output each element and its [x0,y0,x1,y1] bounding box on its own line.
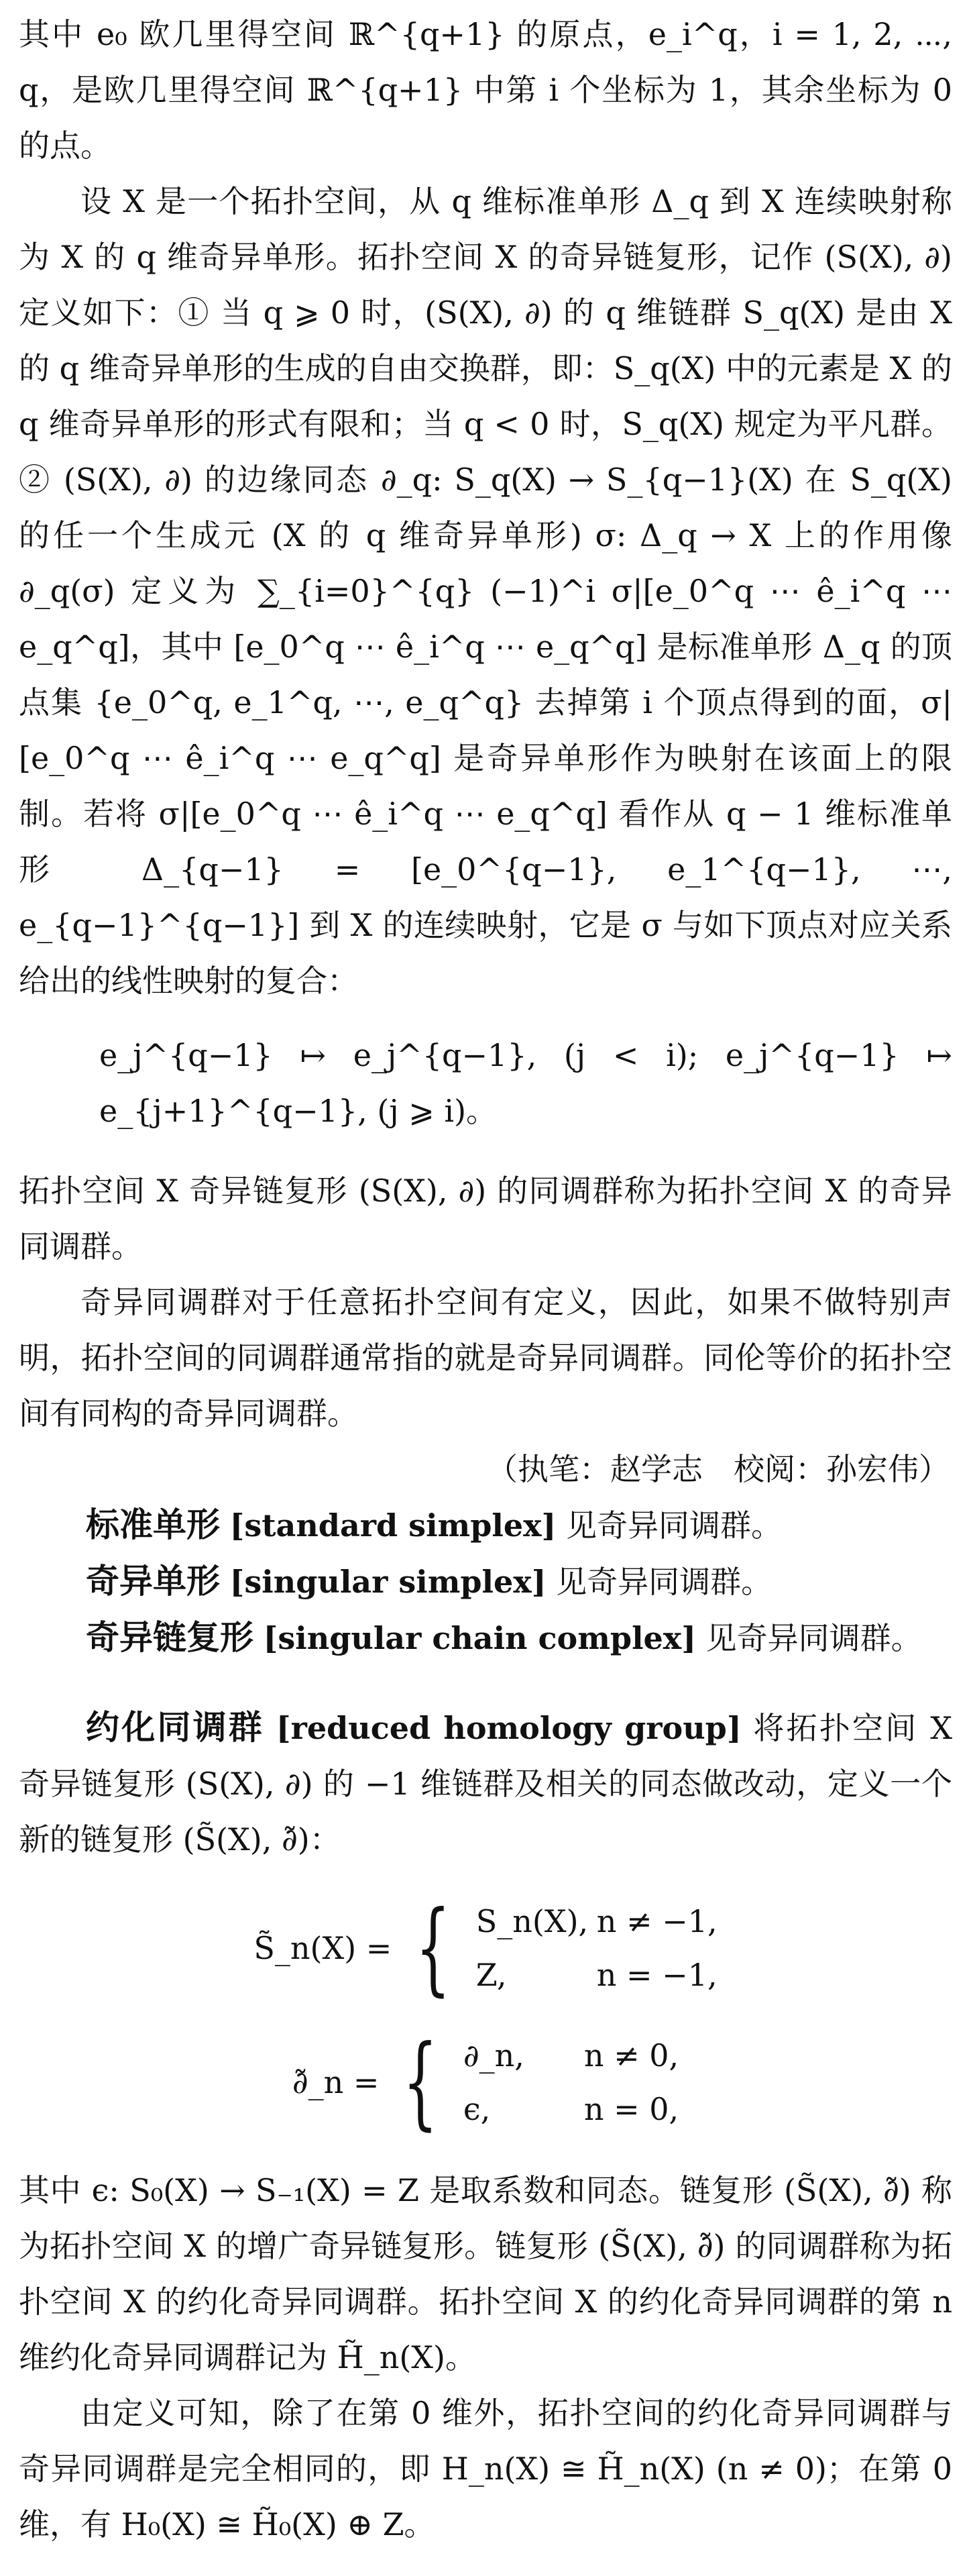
boundary-lhs: ∂̃_n = [292,2063,380,2100]
paragraph-origin: 其中 e₀ 欧几里得空间 ℝ^{q+1} 的原点，e_i^q，i = 1, 2, ⋯, q，是欧几里得空间 ℝ^{q+1} 中第 i 个坐标为 1，其余坐标为 0 的点。 [19,16,952,164]
entry-singular-simplex [86,1554,952,1610]
entry-see: 见奇异同调群。 [556,1564,773,1600]
entry-singular-chain-complex [19,1610,952,1666]
cases-rows [463,2029,679,2136]
entry-english: [reduced homology group] [276,1710,742,1746]
entry-see: 见奇异同调群。 [705,1620,922,1656]
augmented-chain-group-definition [19,1890,952,2006]
entry-standard-simplex [86,1497,952,1554]
entry-title: 标准单形 [86,1505,220,1544]
entry-intro: 将拓扑空间 X 奇异链复形 (S(X), ∂) 的 −1 维链群及相关的同态做改动，定义一个新的链复形 (S̃(X), ∂̃)： [19,1710,952,1858]
entry-see: 见奇异同调群。 [565,1507,782,1544]
paragraph-augmented-complex: 其中 ϵ: S₀(X) → S₋₁(X) = Z 是取系数和同态。链复形 (S̃(X), ∂̃) 称为拓扑空间 X 的增广奇异链复形。链复形 (S̃(X), ∂̃) 的同调群称为拓扑空间 X 的约化奇异同调群。拓扑空间 X 的约化奇异同调群的第 n 维约化奇异同调群记为 H̃_n(X)。 [19,2172,952,2375]
augmented-boundary-definition [19,2024,952,2141]
cases-rows [476,1894,718,2002]
entry-title: 奇异单形 [86,1562,220,1601]
case-condition: n = 0, [583,2091,679,2127]
paragraph-remark: 奇异同调群对于任意拓扑空间有定义，因此，如果不做特别声明，拓扑空间的同调群通常指的就是奇异同调群。同伦等价的拓扑空间有同构的奇异同调群。 [19,1284,952,1432]
case-expression: S_n(X), [475,1903,589,1939]
case-condition: n = −1, [596,1957,718,1993]
case-expression: ∂_n, [463,2037,524,2074]
entry-reduced-homology-group [19,1700,952,1868]
case-row [463,2082,679,2136]
case-row [476,1894,718,1948]
chain-group-lhs: S̃_n(X) = [253,1929,392,1966]
author-signature: （执笔：赵学志 校阅：孙宏伟） [487,1451,950,1487]
paragraph-singular-chain-complex: 设 X 是一个拓扑空间，从 q 维标准单形 Δ_q 到 X 连续映射称为 X 的 q 维奇异单形。拓扑空间 X 的奇异链复形，记作 (S(X), ∂) 定义如下：① 当 q ⩾ 0 时，(S(X), ∂) 的 q 维链群 S_q(X) 是由 X 的 q 维奇异单形的生成的自由交换群，即：S_q(X) 中的元素是 X 的 q 维奇异单形的形式有限和；当 q < 0 时，S_q(X) 规定为平凡群。② (S(X), ∂) 的边缘同态 ∂_q: S_q(X) → S_{q−1}(X) 在 S_q(X) 的任一个生成元 (X 的 q 维奇异单形) σ: Δ_q → X 上的作用像 ∂_q(σ) 定义为 ∑_{i=0}^{q} (−1)^i σ|[e_0^q ⋯ ê_i^q ⋯ e_q^q]，其中 [e_0^q ⋯ ê_i^q ⋯ e_q^q] 是标准单形 Δ_q 的顶点集 {e_0^q, e_1^q, ⋯, e_q^q} 去掉第 i 个顶点得到的面，σ|[e_0^q ⋯ ê_i^q ⋯ e_q^q] 是奇异单形作为映射在该面上的限制。若将 σ|[e_0^q ⋯ ê_i^q ⋯ e_q^q] 看作从 q − 1 维标准单形 Δ_{q−1} = [e_0^{q−1}, e_1^{q−1}, ⋯, e_{q−1}^{q−1}] 到 X 的连续映射，它是 σ 与如下顶点对应关系给出的线性映射的复合： [19,183,952,999]
entry-title: 奇异链复形 [86,1618,253,1657]
case-condition: n ≠ −1, [596,1903,718,1939]
entry-english: [standard simplex] [229,1507,557,1544]
entry-english: [singular simplex] [229,1564,547,1600]
case-expression: ϵ, [463,2091,491,2127]
case-condition: n ≠ 0, [583,2037,679,2074]
left-brace: { [402,2024,439,2141]
paragraph-singular-homology: 拓扑空间 X 奇异链复形 (S(X), ∂) 的同调群称为拓扑空间 X 的奇异同调群。 [19,1173,952,1265]
paragraph-reduced-vs-singular: 由定义可知，除了在第 0 维外，拓扑空间的约化奇异同调群与奇异同调群是完全相同的，即 H_n(X) ≅ H̃_n(X) (n ≠ 0)；在第 0 维，有 H₀(X) ≅ H̃₀(X) ⊕ Z。 [19,2395,952,2542]
case-row [476,1948,718,2002]
entry-title: 约化同调群 [86,1708,265,1747]
entry-english: [singular chain complex] [263,1620,696,1656]
vertex-map-display: e_j^{q−1} ↦ e_j^{q−1}, (j < i); e_j^{q−1} ↦ e_{j+1}^{q−1}, (j ⩾ i)。 [99,1037,952,1129]
left-brace: { [415,1890,451,2006]
case-row [463,2029,679,2082]
case-expression: Z, [475,1957,507,1993]
